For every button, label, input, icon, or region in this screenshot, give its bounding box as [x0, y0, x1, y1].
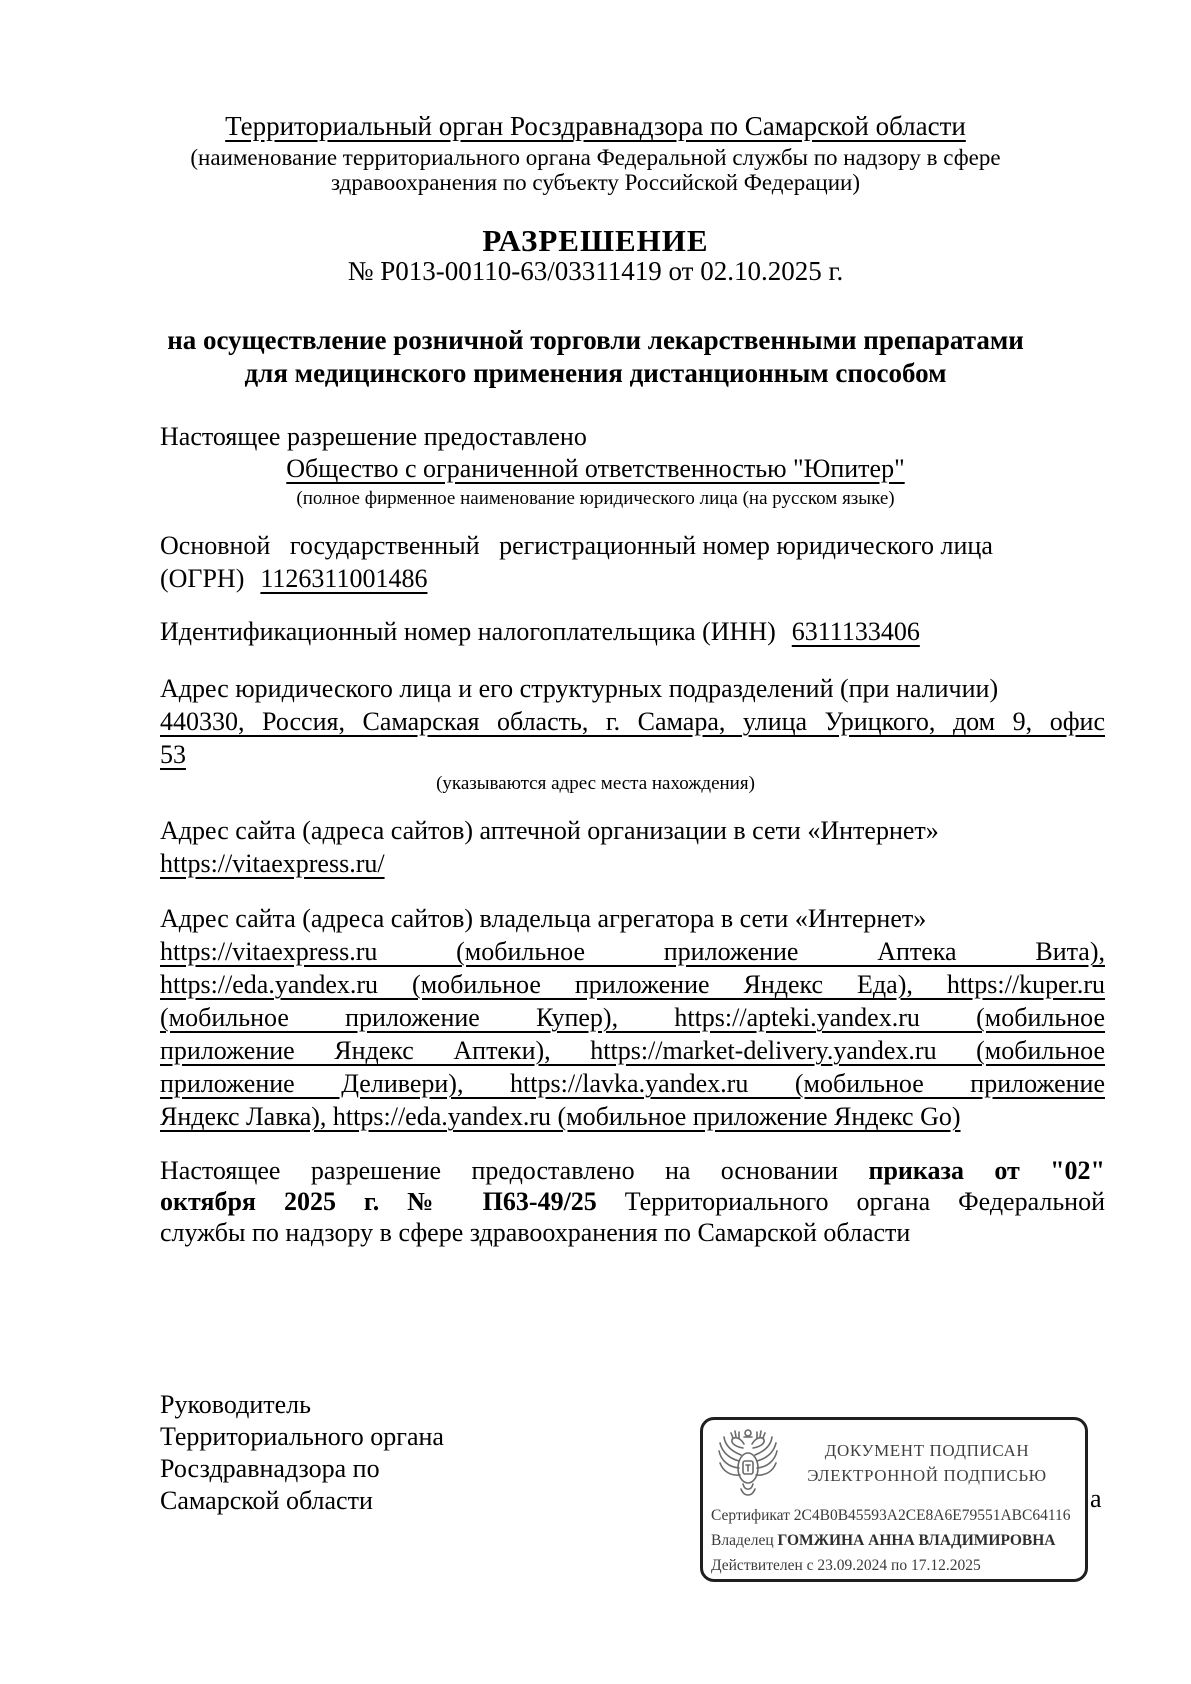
inn-value: 6311133406 [791, 617, 920, 646]
aggregator-line: Яндекс Лавка), https://eda.yandex.ru (мобильное приложение Яндекс Go) [160, 1102, 961, 1131]
org-caption [0, 145, 1191, 195]
ogrn-label-line2 [160, 562, 1105, 595]
granted-intro: Настоящее разрешение предоставлено [160, 422, 587, 451]
stamp-certificate-line: Сертификат 2C4B0B45593A2CE8A6E79551ABC64116 [711, 1507, 1071, 1524]
aggregator-line: приложение Яндекс Аптеки), https://market-delivery.yandex.ru (мобильное [160, 1036, 1105, 1065]
address-section [160, 672, 1105, 771]
signatory-line: Руководитель [160, 1390, 311, 1419]
stamp-title [779, 1438, 1075, 1488]
aggregator-line: https://vitaexpress.ru (мобильное приложение Аптека Вита), [160, 937, 1105, 966]
signatory-line: Росздравнадзора по [160, 1454, 380, 1483]
electronic-signature-stamp [700, 1417, 1088, 1582]
ogrn-label-line1: Основной государственный регистрационный номер юридического лица [160, 531, 993, 560]
org-caption-line1: (наименование территориального органа Федеральной службы по надзору в сфере [190, 145, 1001, 170]
org-name-heading [0, 110, 1191, 143]
ogrn-value: 1126311001486 [260, 564, 428, 593]
company-name-text: Общество с ограниченной ответственностью "Юпитер" [286, 454, 905, 483]
signatory-line: Территориального органа [160, 1422, 444, 1451]
pharmacy-site-label: Адрес сайта (адреса сайтов) аптечной организации в сети «Интернет» [160, 816, 939, 845]
pharmacy-site-value: https://vitaexpress.ru/ [160, 849, 385, 878]
company-caption: (полное фирменное наименование юридического лица (на русском языке) [296, 488, 895, 509]
aggregator-line: приложение Деливери), https://lavka.yandex.ru (мобильное приложение [160, 1069, 1105, 1098]
basis-line1: Настоящее разрешение предоставлено на основании приказа от "02" [160, 1156, 1105, 1185]
address-value-line2: 53 [160, 740, 186, 769]
document-type-title: РАЗРЕШЕНИЕ [482, 223, 709, 258]
basis-line2: октября 2025 г. № П63-49/25 Территориального органа Федеральной [160, 1187, 1106, 1216]
company-name-line [0, 452, 1191, 485]
ogrn-label2: (ОГРН) [160, 564, 245, 593]
signatory-title-block [160, 1389, 580, 1517]
aggregator-label: Адрес сайта (адреса сайтов) владельца агрегатора в сети «Интернет» [160, 904, 927, 933]
document-number-line: № Р013-00110-63/03311419 от 02.10.2025 г. [347, 256, 844, 286]
ogrn-section [160, 529, 1105, 595]
coat-of-arms-eagle-icon [717, 1427, 779, 1499]
aggregator-section [160, 902, 1105, 1133]
stamp-owner-line: Владелец ГОМЖИНА АННА ВЛАДИМИРОВНА [711, 1532, 1056, 1549]
subject-line1: на осуществление розничной торговли лекарственными препаратами [167, 325, 1024, 355]
org-caption-line2: здравоохранения по субъекту Российской Федерации) [330, 170, 861, 195]
stamp-title-line2: ЭЛЕКТРОННОЙ ПОДПИСЬЮ [807, 1466, 1047, 1485]
basis-section [160, 1155, 1105, 1248]
stamp-header [711, 1426, 1075, 1500]
aggregator-line: (мобильное приложение Купер), https://apteki.yandex.ru (мобильное [160, 1003, 1105, 1032]
basis-order-number: октября 2025 г. № П63-49/25 [160, 1187, 597, 1216]
address-label: Адрес юридического лица и его структурных подразделений (при наличии) [160, 674, 999, 703]
owner-name: ГОМЖИНА АННА ВЛАДИМИРОВНА [777, 1532, 1056, 1549]
stamp-validity-line: Действителен с 23.09.2024 по 17.12.2025 [711, 1557, 981, 1574]
certificate-number: 2C4B0B45593A2CE8A6E79551ABC64116 [793, 1507, 1071, 1524]
signer-name-fragment: а [1090, 1484, 1102, 1513]
aggregator-line: https://eda.yandex.ru (мобильное приложение Яндекс Еда), https://kuper.ru [160, 970, 1105, 999]
pharmacy-site-section [160, 814, 1105, 880]
basis-order-date: приказа от "02" [868, 1156, 1105, 1185]
inn-section [160, 615, 1105, 648]
stamp-title-line1: ДОКУМЕНТ ПОДПИСАН [824, 1441, 1030, 1460]
org-name-text: Территориальный орган Росздравнадзора по Самарской области [225, 111, 966, 141]
subject-line2: для медицинского применения дистанционным способом [244, 358, 947, 388]
subject-heading [0, 324, 1191, 390]
stamp-details [711, 1503, 1075, 1578]
inn-label: Идентификационный номер налогоплательщика (ИНН) [160, 617, 776, 646]
signatory-line: Самарской области [160, 1486, 373, 1515]
address-value-line1: 440330, Россия, Самарская область, г. Самара, улица Урицкого, дом 9, офис [160, 707, 1105, 736]
basis-line3: службы по надзору в сфере здравоохранения по Самарской области [160, 1218, 911, 1247]
address-caption: (указываются адрес места нахождения) [436, 773, 755, 794]
